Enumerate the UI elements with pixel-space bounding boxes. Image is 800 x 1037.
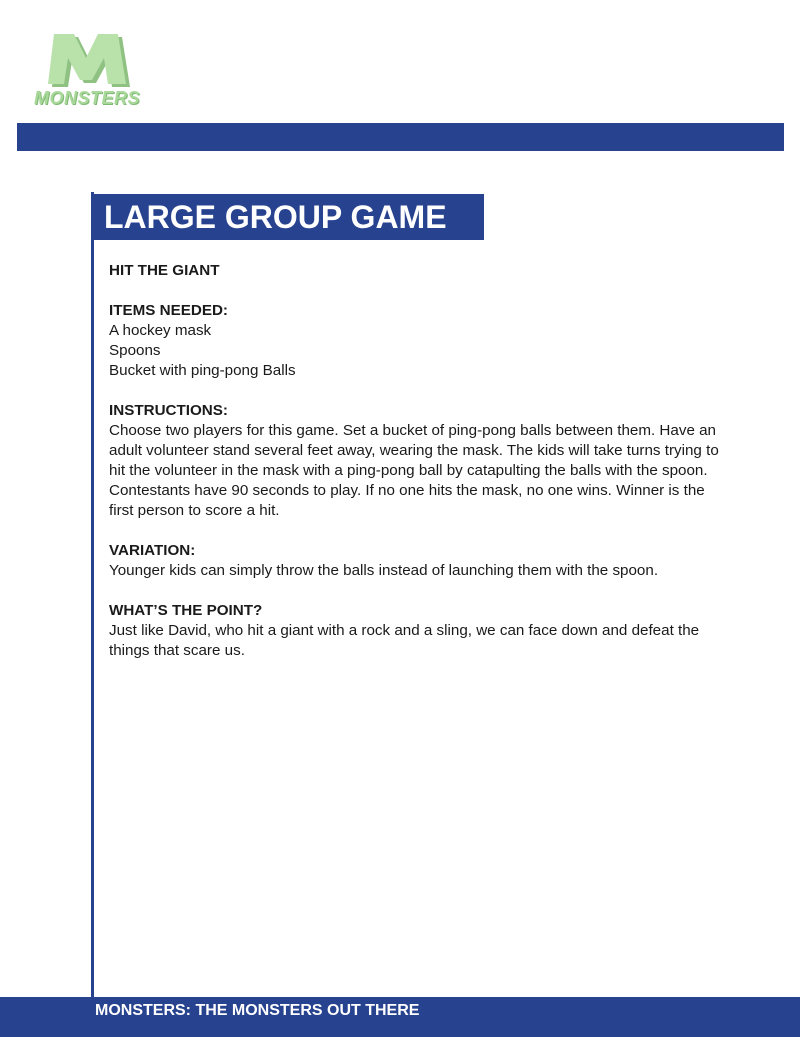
items-heading: ITEMS NEEDED: [109, 302, 228, 319]
footer-bar [0, 997, 800, 1037]
variation-text: Younger kids can simply throw the balls instead of launching them with the spoon. [109, 562, 659, 579]
item: Spoons [109, 342, 161, 359]
instructions-heading: INSTRUCTIONS: [109, 402, 228, 419]
item: Bucket with ping-pong Balls [109, 362, 296, 379]
logo-wordmark: MONSTERS [34, 88, 141, 108]
point-heading: WHAT’S THE POINT? [109, 602, 263, 619]
footer-text: MONSTERS: THE MONSTERS OUT THERE [95, 1002, 420, 1019]
instructions-text: Choose two players for this game. Set a bucket of ping-pong balls between them. Have an adult volunteer stand several feet away, wearing the mask. The kids will take turns trying to hit the volunteer in the mask with a ping-pong ball by catapulting the balls with the spoon. Contestants have 90 seconds to play. If no one hits the mask, no one wins. Winner is the first person to score a hit. [109, 422, 719, 519]
game-title: HIT THE GIANT [109, 262, 220, 279]
point-text: Just like David, who hit a giant with a rock and a sling, we can face down and defeat the things that scare us. [109, 622, 700, 659]
variation-heading: VARIATION: [109, 542, 196, 559]
game-content [109, 261, 729, 661]
header-bar [17, 123, 784, 151]
logo-m-icon [34, 28, 144, 90]
section-title: LARGE GROUP GAME [94, 194, 484, 240]
item: A hockey mask [109, 322, 212, 339]
side-rule [91, 192, 94, 1002]
monsters-logo [34, 28, 144, 112]
